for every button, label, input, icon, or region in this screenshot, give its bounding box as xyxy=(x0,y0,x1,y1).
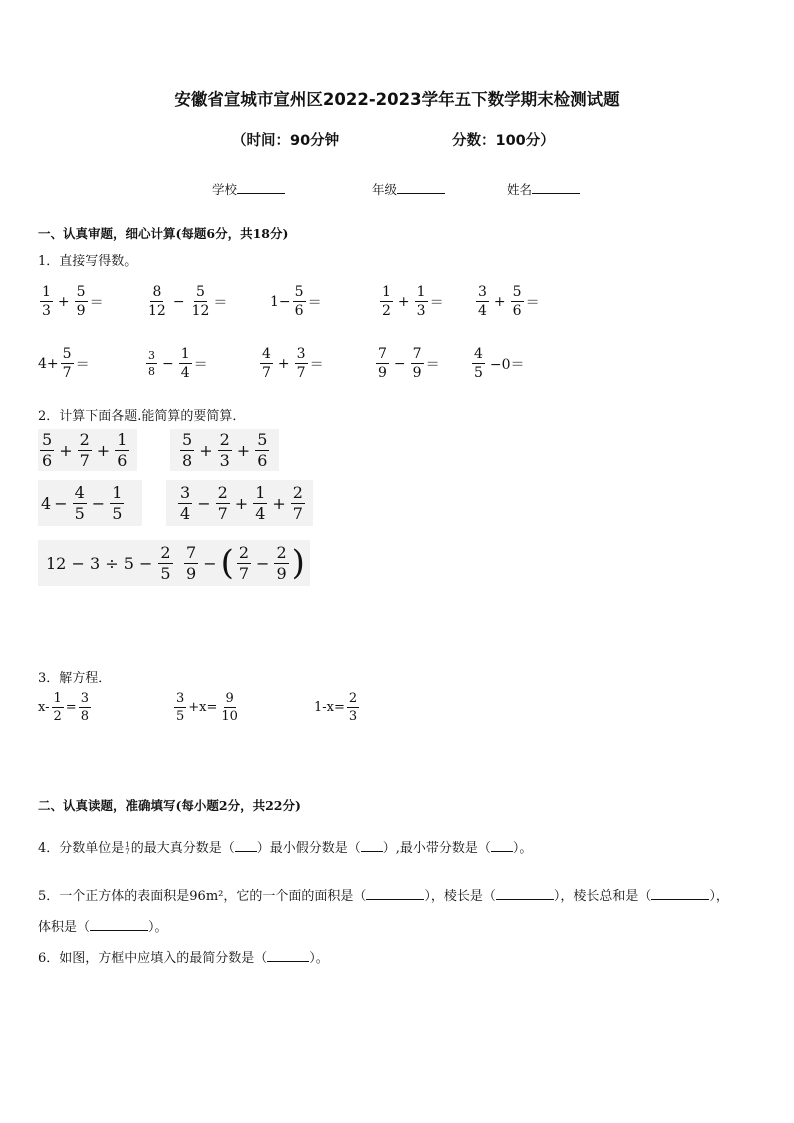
q2-expr-5: 12 − 3 ÷ 5 − $\frac{2}{5}$ xyxy=(38,540,179,586)
grade-blank[interactable] xyxy=(397,181,445,194)
q4-text: 4．分数单位是 1 7 的最大真分数是（ ）最小假分数是（ ）,最小带分数是（ ）。 xyxy=(38,841,533,856)
q1-expr-6: 4+ $\frac{5}{7}$ ＝ xyxy=(38,346,90,381)
section1-heading: 一、认真审题，细心计算(每题6分，共18分) xyxy=(38,226,289,241)
q1-prompt: 1．直接写得数。 xyxy=(38,254,138,269)
school-blank[interactable] xyxy=(237,181,285,194)
q5-text-line2: 体积是（ ）。 xyxy=(38,920,168,935)
q2-prompt: 2．计算下面各题.能简算的要简算． xyxy=(38,409,246,424)
q1-expr-7: $\frac{3}{8}$ − $\frac{1}{4}$ ＝ xyxy=(148,346,208,381)
q2-expr-4: $\frac{3}{4}$ − $\frac{2}{7}$ + $\frac{1}{4}$ + $\frac{2}{7}$ xyxy=(166,480,313,526)
q2-expr-2: $\frac{5}{8}$ + $\frac{2}{3}$ + $\frac{5}{6}$ xyxy=(170,429,279,471)
q5-blank-3[interactable] xyxy=(651,888,709,900)
name-label: 姓名 xyxy=(507,182,533,197)
q2-expr-3: 4 − $\frac{4}{5}$ − $\frac{1}{5}$ xyxy=(38,480,142,526)
q3-equation-1: x- $\frac{1}{2}$ = $\frac{3}{8}$ xyxy=(38,691,89,724)
q2-expr-6: $\frac{7}{9}$ − ( $\frac{2}{7}$ − $\frac{2}{9}$ ) xyxy=(178,540,310,586)
q1-expr-1: $\frac{1}{3}$ + $\frac{5}{9}$ ＝ xyxy=(42,284,104,319)
q2-expr-1: $\frac{5}{6}$ + $\frac{2}{7}$ + $\frac{1}{6}$ xyxy=(38,429,137,471)
q1-expr-3: 1− $\frac{5}{6}$ ＝ xyxy=(270,284,322,319)
q1-expr-4: $\frac{1}{2}$ + $\frac{1}{3}$ ＝ xyxy=(382,284,444,319)
grade-field[interactable] xyxy=(372,180,445,198)
section2-heading: 二、认真读题，准确填写(每小题2分，共22分) xyxy=(38,798,301,813)
q4-blank-2[interactable] xyxy=(361,840,383,852)
q6-text: 6．如图，方框中应填入的最简分数是（ ）。 xyxy=(38,951,329,966)
q4-blank-1[interactable] xyxy=(235,840,257,852)
q1-expr-10: $\frac{4}{5}$ −0＝ xyxy=(474,346,525,381)
name-field[interactable] xyxy=(507,180,580,198)
q5-blank-1[interactable] xyxy=(366,888,424,900)
q6-blank[interactable] xyxy=(267,950,309,962)
total-score: 分数：100分） xyxy=(452,133,555,149)
q1-expr-9: $\frac{7}{9}$ − $\frac{7}{9}$ ＝ xyxy=(378,346,440,381)
school-field[interactable] xyxy=(212,180,285,198)
name-blank[interactable] xyxy=(532,181,580,194)
q4-unit-fraction: 1 7 xyxy=(125,841,130,856)
q1-expr-5: $\frac{3}{4}$ + $\frac{5}{6}$ ＝ xyxy=(478,284,540,319)
time-limit: （时间：90分钟 xyxy=(232,133,340,149)
q5-blank-4[interactable] xyxy=(90,919,148,931)
school-label: 学校 xyxy=(212,182,238,197)
q3-equation-2: $\frac{3}{5}$ +x= $\frac{9}{10}$ xyxy=(176,691,238,724)
q1-expr-2: $\frac{8}{12}$ − $\frac{5}{12}$ ＝ xyxy=(148,284,228,319)
q3-prompt: 3．解方程． xyxy=(38,671,112,686)
q4-blank-3[interactable] xyxy=(491,840,513,852)
q5-text: 5．一个正方体的表面积是96m²，它的一个面的面积是（ ），棱长是（ ），棱长总和是（ ）， xyxy=(38,889,729,904)
q3-equation-3: 1-x= $\frac{2}{3}$ xyxy=(314,691,358,724)
page-title: 安徽省宣城市宣州区2022-2023学年五下数学期末检测试题 xyxy=(174,90,620,109)
q1-expr-8: $\frac{4}{7}$ + $\frac{3}{7}$ ＝ xyxy=(262,346,324,381)
q5-blank-2[interactable] xyxy=(496,888,554,900)
grade-label: 年级 xyxy=(372,182,398,197)
